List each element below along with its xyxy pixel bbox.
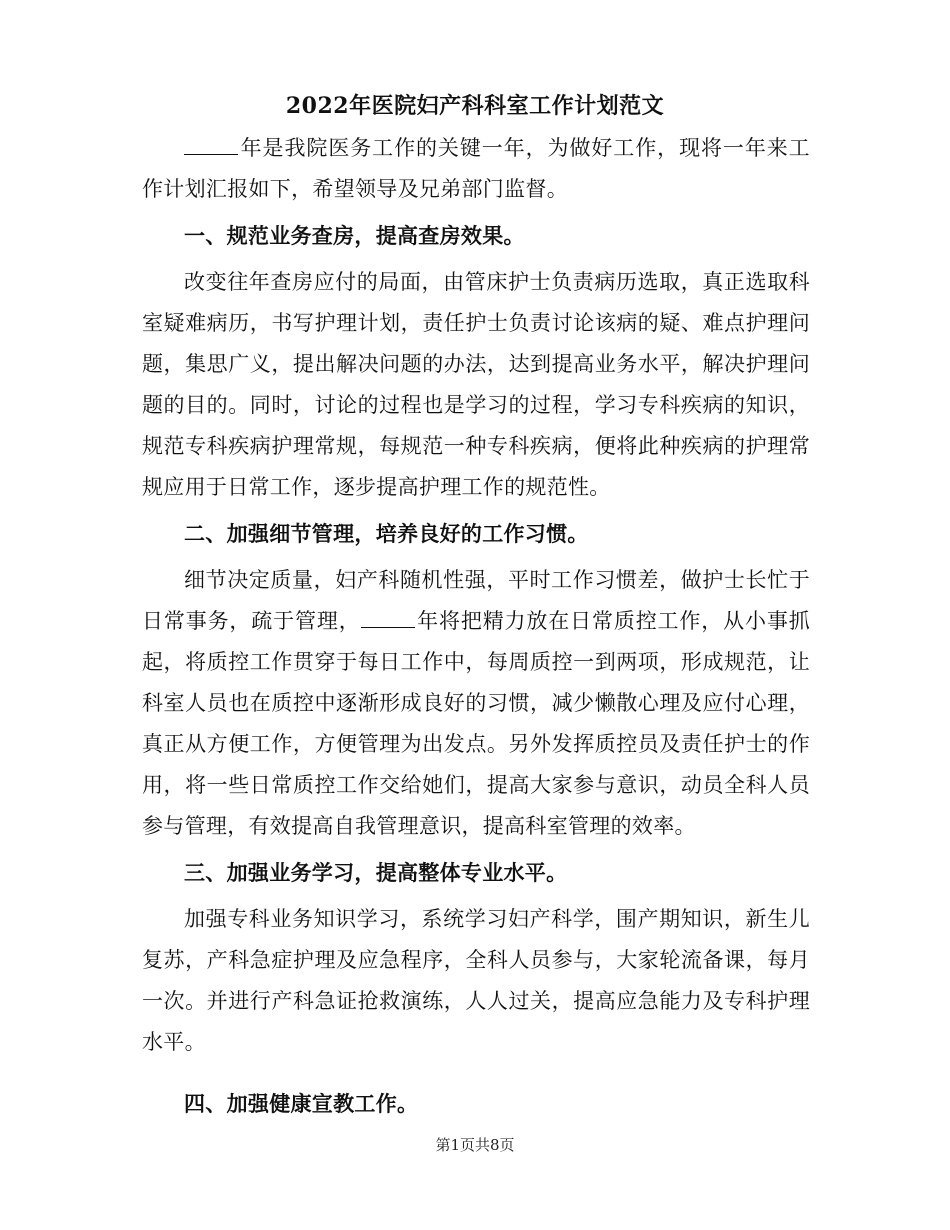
year-blank [184,134,238,155]
year-blank-2 [361,607,415,628]
intro-text: 年是我院医务工作的关键一年，为做好工作，现将一年来工作计划汇报如下，希望领导及兄弟部门监督。 [142,136,810,201]
intro-paragraph [142,128,810,210]
section-2-body-part1: 细节决定质量，妇产科随机性强，平时工作习惯差，做护士长忙于日常事务，疏于管理， [142,568,810,633]
document-title: 2022年医院妇产科科室工作计划范文 [285,93,665,119]
section-1-heading: 一、规范业务查房，提高查房效果。 [184,223,525,248]
section-1-body: 改变往年查房应付的局面，由管床护士负责病历选取，真正选取科室疑难病历，书写护理计划，责任护士负责讨论该病的疑、难点护理问题，集思广义，提出解决问题的办法，达到提高业务水平，解决护理问题的目的。同时，讨论的过程也是学习的过程，学习专科疾病的知识，规范专科疾病护理常规，每规范一种专科疾病，便将此种疾病的护理常规应用于日常工作，逐步提高护理工作的规范性。 [142,270,810,499]
page-indicator: 第1页共8页 [435,1136,515,1154]
section-3-body: 加强专科业务知识学习，系统学习妇产科学，围产期知识，新生儿复苏，产科急症护理及应急程序，全科人员参与，大家轮流备课，每月一次。并进行产科急证抢救演练，人人过关，提高应急能力及专科护理水平。 [142,907,810,1054]
section-2-body-part2: 年将把精力放在日常质控工作，从小事抓起，将质控工作贯穿于每日工作中，每周质控一到两项，形成规范，让科室人员也在质控中逐渐形成良好的习惯，减少懒散心理及应付心理，真正从方便工作，方便管理为出发点。另外发挥质控员及责任护士的作用，将一些日常质控工作交给她们，提高大家参与意识，动员全科人员参与管理，有效提高自我管理意识，提高科室管理的效率。 [142,609,811,838]
section-4-heading: 四、加强健康宣教工作。 [184,1091,419,1116]
section-2-heading: 二、加强细节管理，培养良好的工作习惯。 [184,521,589,546]
document-body [142,128,810,1130]
section-2-body [142,560,810,847]
section-3-heading: 三、加强业务学习，提高整体专业水平。 [184,860,568,885]
